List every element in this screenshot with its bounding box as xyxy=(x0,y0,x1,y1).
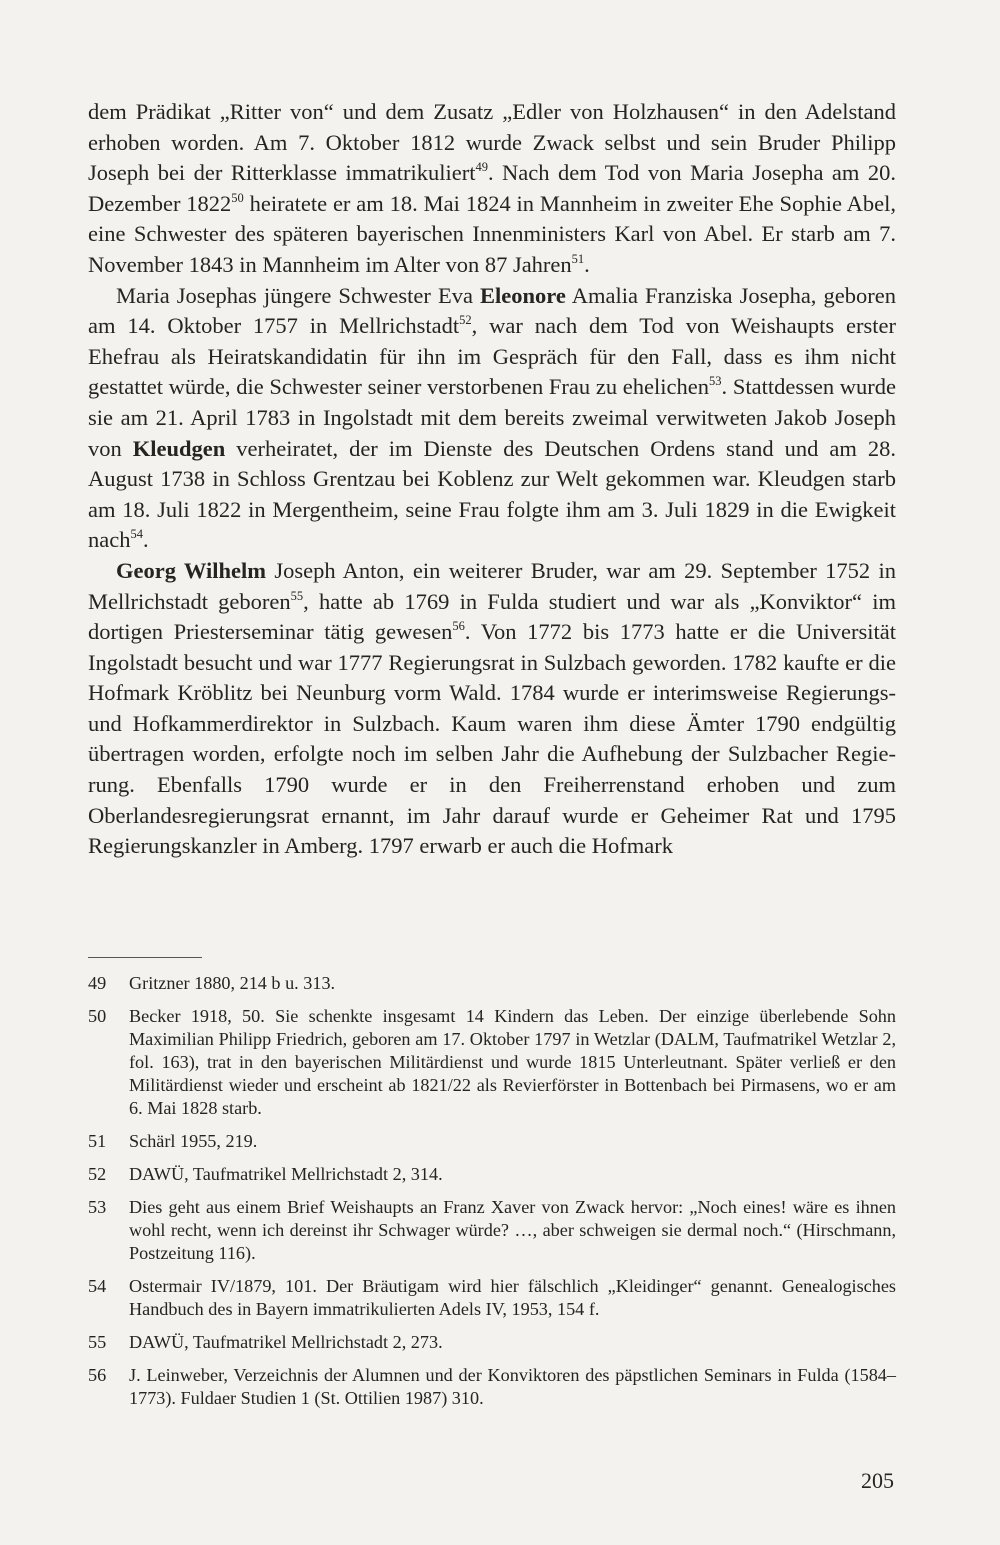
page-number: 205 xyxy=(861,1468,894,1493)
text-run: Amalia Franziska Josepha, geboren am 14. Oktober 1757 in Mellrichstadt xyxy=(88,282,896,339)
footnote-number: 54 xyxy=(88,1276,107,1296)
footnote-item xyxy=(88,1163,896,1186)
text-run: dem Prädikat „Ritter von“ und dem Zusatz „Edler von Holzhausen“ in den Adelstand erhoben worden. Am 7. Oktober 1812 wurde Zwack selbst und sein Bruder Philipp Joseph bei der Ritterklasse immatrikuliert xyxy=(88,99,896,186)
text-run: . Nach dem Tod von Maria Josepha am 20. Dezember 1822 xyxy=(88,160,896,216)
footnote-separator xyxy=(88,957,202,958)
footnote-ref: 55 xyxy=(290,588,304,603)
footnote-item xyxy=(88,1275,896,1321)
text-run: . Von 1772 bis 1773 hatte er die Universität Ingolstadt besucht und war 1777 Regierungsrat in Sulzbach geworden. 1782 kaufte er die Hofmark Kröblitz bei Neunburg vorm Wald. 1784 wurde er interimsweise Regierungs- und Hofkammerdirektor in Sulzbach. Kaum waren ihm diese Ämter 1790 endgültig übertragen worden, erfolgte noch im selben Jahr die Aufhebung der Sulzbacher Regierung. Ebenfalls 1790 wurde er in den Freiherrenstand erhoben und zum Oberlandesregierungsrat ernannt, im Jahr darauf wurde er Geheimer Rat und 1795 Regierungskanzler in Amberg. 1797 erwarb er auch die Hofmark xyxy=(88,619,896,859)
footnote-number: 56 xyxy=(88,1365,107,1385)
footnote-text: Schärl 1955, 219. xyxy=(129,1131,258,1151)
text-run: . Stattdessen wurde sie am 21. April 1783 in Ingolstadt mit dem bereits zweimal verwitweten Jakob Joseph von xyxy=(88,374,896,461)
text-run: heiratete er am 18. Mai 1824 in Mannheim in zweiter Ehe Sophie Abel, eine Schwester des späteren bayerischen Innenministers Karl von Abel. Er starb am 7. November 1843 in Mannheim im Alter von 87 Jahren xyxy=(88,190,896,277)
paragraph-3 xyxy=(88,556,896,862)
footnote-number: 49 xyxy=(88,973,107,993)
footnote-text: DAWÜ, Taufmatrikel Mellrichstadt 2, 314. xyxy=(129,1164,443,1184)
text-run: , war nach dem Tod von Weishaupts erster Ehefrau als Heiratskandidatin für ihn im Gespräch für den Fall, dass es ihm nicht gestattet würde, die Schwester seiner verstorbenen Frau zu ehelichen xyxy=(88,313,896,400)
bold-name: Eleonore xyxy=(480,282,566,308)
text-run: . xyxy=(142,527,149,553)
text-run: verheiratet, der im Dienste des Deutschen Ordens stand und am 28. August 1738 in Schloss Grentzau bei Koblenz zur Welt gekommen war. Kleudgen starb am 18. Juli 1822 in Mergentheim, seine Frau folgte ihm am 3. Juli 1829 in die Ewigkeit nach xyxy=(88,435,897,553)
footnote-ref: 56 xyxy=(452,619,465,634)
text-run: Joseph Anton, ein weiterer Bruder, war am 29. September 1752 in Mellrichstadt geboren xyxy=(88,557,896,614)
footnote-ref: 53 xyxy=(709,374,722,389)
paragraph-1 xyxy=(88,97,896,281)
footnote-item xyxy=(88,1130,896,1153)
bold-name: Georg Wilhelm xyxy=(116,557,266,583)
footnote-item xyxy=(88,1331,896,1354)
bold-name: Kleudgen xyxy=(132,435,226,461)
main-text xyxy=(88,97,896,862)
footnote-ref: 49 xyxy=(475,160,488,175)
footnote-text: Becker 1918, 50. Sie schenkte insgesamt 14 Kindern das Leben. Der einzige überlebende Sohn Maximilian Philipp Friedrich, geboren am 17. Oktober 1797 in Wetzlar (DALM, Taufmatrikel Wetzlar 2, fol. 163), trat in den bayerischen Militärdienst und wurde 1815 Unterleutnant. Später verließ er den Militärdienst wieder und erscheint ab 1821/22 als Revierförster in Bottenbach bei Pirmasens, wo er am 6. Mai 1828 starb. xyxy=(129,1006,896,1118)
footnote-ref: 52 xyxy=(459,313,472,328)
text-run: Maria Josephas jüngere Schwester Eva xyxy=(116,282,481,308)
footnote-item xyxy=(88,1364,896,1410)
footnote-text: Dies geht aus einem Brief Weishaupts an Franz Xaver von Zwack hervor: „Noch eines! wäre es ihnen wohl recht, wenn ich dereinst ihr Schwager würde? …, aber schweigen sie dermal noch.“ (Hirschmann, Postzeitung 116). xyxy=(129,1197,896,1263)
footnote-ref: 54 xyxy=(130,527,143,542)
text-run: . xyxy=(584,251,590,277)
paragraph-2 xyxy=(88,281,896,556)
text-run: , hatte ab 1769 in Fulda studiert und war als „Konviktor“ im dortigen Priesterseminar tätig gewesen xyxy=(88,588,896,645)
footnote-item xyxy=(88,1005,896,1120)
footnote-number: 53 xyxy=(88,1197,107,1217)
footnote-ref: 50 xyxy=(231,190,244,205)
footnotes xyxy=(88,972,896,1420)
footnote-text: Gritzner 1880, 214 b u. 313. xyxy=(129,973,336,993)
footnote-number: 51 xyxy=(88,1131,107,1151)
footnote-text: Ostermair IV/1879, 101. Der Bräutigam wird hier fälschlich „Kleidinger“ genannt. Genealogisches Handbuch des in Bayern immatrikulierten Adels IV, 1953, 154 f. xyxy=(129,1276,896,1319)
footnote-item xyxy=(88,972,896,995)
footnote-number: 55 xyxy=(88,1332,107,1352)
footnote-text: J. Leinweber, Verzeichnis der Alumnen und der Konviktoren des päpstlichen Seminars in Fulda (1584–1773). Fuldaer Studien 1 (St. Ottilien 1987) 310. xyxy=(129,1365,896,1408)
footnote-number: 52 xyxy=(88,1164,107,1184)
footnote-text: DAWÜ, Taufmatrikel Mellrichstadt 2, 273. xyxy=(129,1332,443,1352)
footnote-item xyxy=(88,1196,896,1265)
footnote-ref: 51 xyxy=(571,251,585,266)
footnote-number: 50 xyxy=(88,1006,107,1026)
